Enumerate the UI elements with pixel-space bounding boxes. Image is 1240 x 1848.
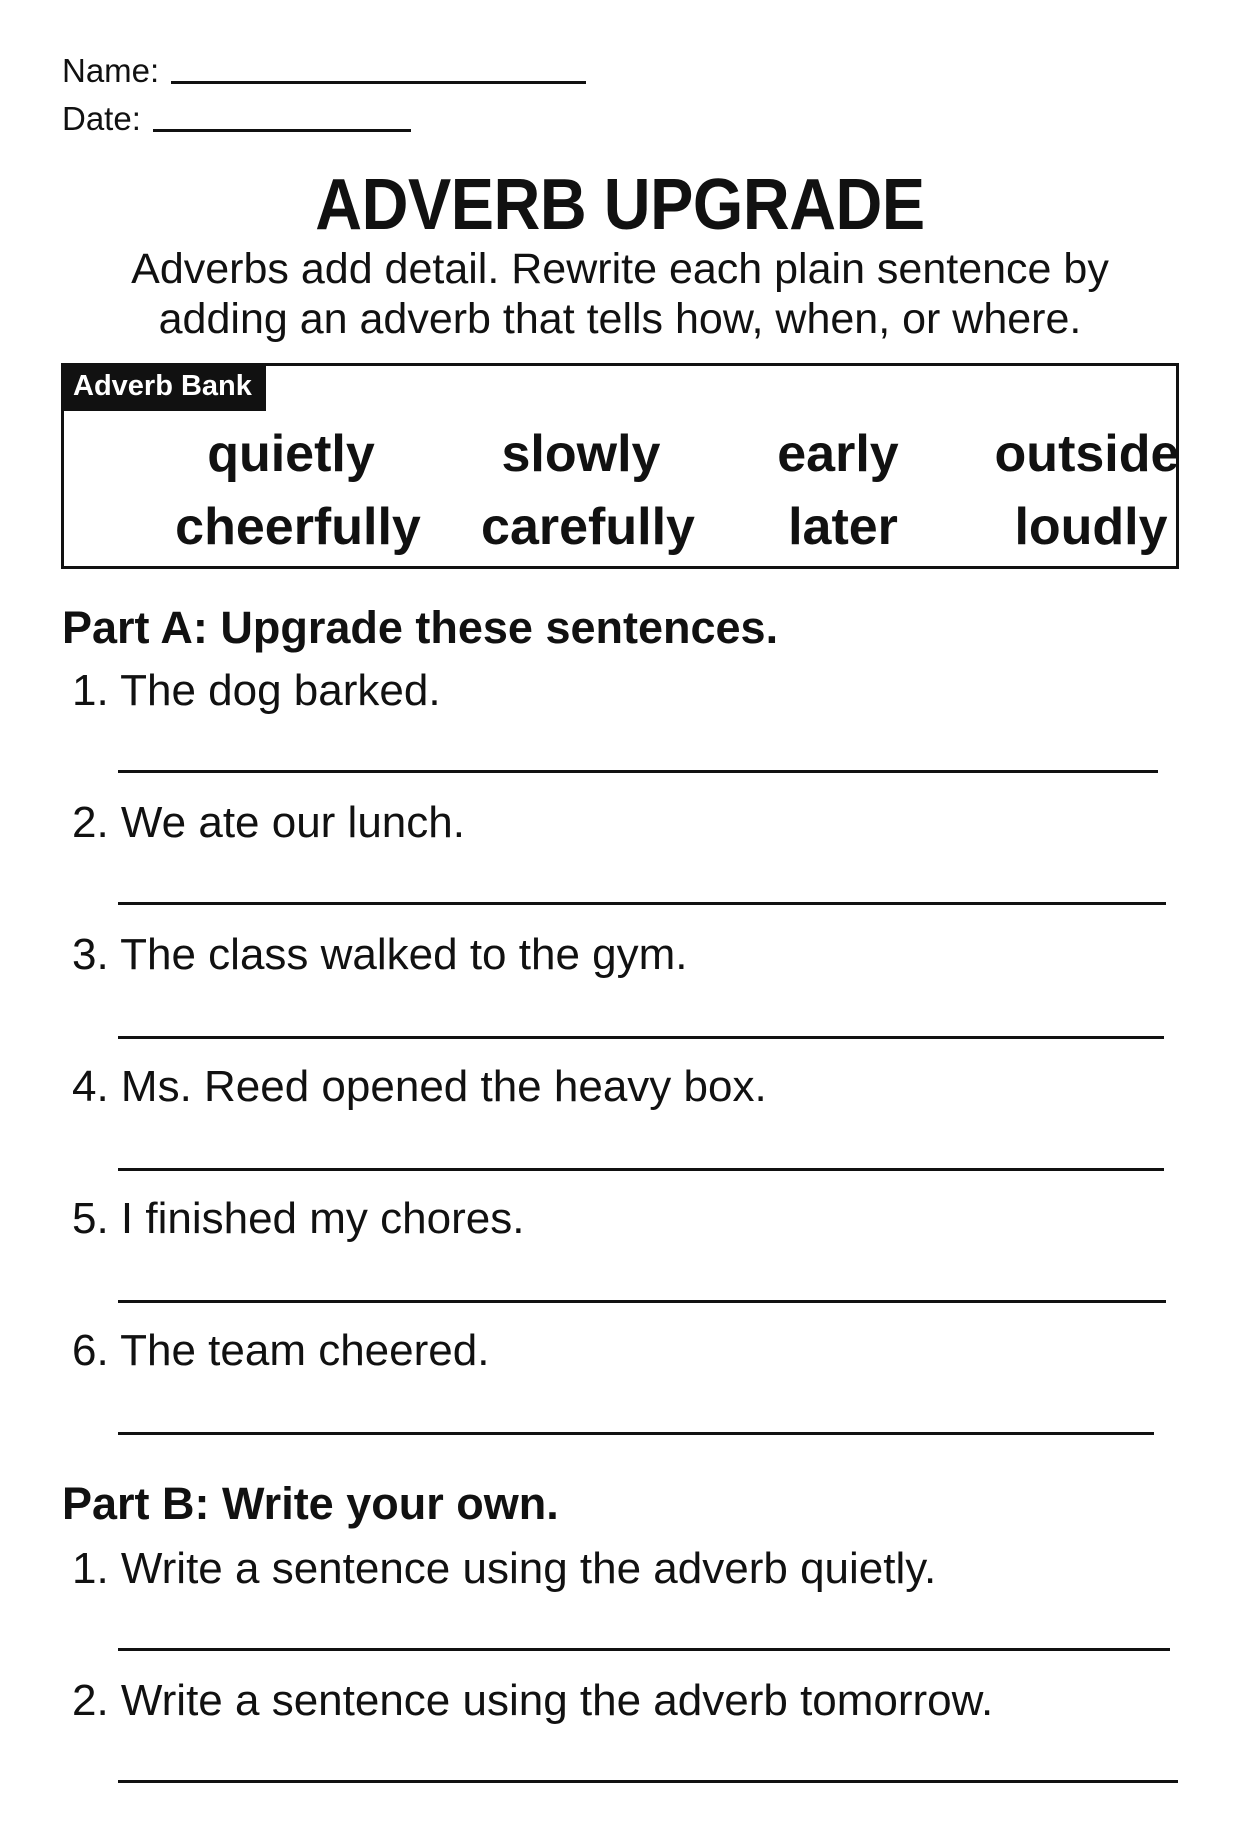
answer-line-b2[interactable]	[118, 1780, 1178, 1783]
part-b-heading: Part B: Write your own.	[62, 1478, 559, 1529]
bank-word: early	[777, 425, 899, 483]
adverb-bank-label: Adverb Bank	[61, 363, 266, 411]
date-input-line[interactable]	[153, 129, 411, 132]
bank-word: cheerfully	[175, 498, 421, 556]
instructions	[90, 244, 1150, 344]
answer-line-a5[interactable]	[118, 1300, 1166, 1303]
part-a-question-1: 1. The dog barked.	[72, 666, 441, 715]
part-b-question-2: 2. Write a sentence using the adverb tomorrow.	[72, 1676, 994, 1725]
part-a-question-4: 4. Ms. Reed opened the heavy box.	[72, 1062, 767, 1111]
name-label: Name:	[62, 52, 160, 89]
answer-line-b1[interactable]	[118, 1648, 1170, 1651]
part-a-question-6: 6. The team cheered.	[72, 1326, 490, 1375]
instructions-line-1: Adverbs add detail. Rewrite each plain sentence by	[131, 245, 1109, 293]
date-field-row	[62, 100, 411, 138]
part-b-question-1: 1. Write a sentence using the adverb quietly.	[72, 1544, 937, 1593]
answer-line-a4[interactable]	[118, 1168, 1164, 1171]
date-label: Date:	[62, 100, 141, 137]
answer-line-a1[interactable]	[118, 770, 1158, 773]
name-field-row	[62, 52, 586, 90]
part-a-question-2: 2. We ate our lunch.	[72, 798, 465, 847]
answer-line-a2[interactable]	[118, 902, 1166, 905]
bank-word: quietly	[207, 425, 375, 483]
bank-word: loudly	[1014, 498, 1168, 556]
answer-line-a6[interactable]	[118, 1432, 1154, 1435]
bank-word: carefully	[481, 498, 695, 556]
part-a-question-3: 3. The class walked to the gym.	[72, 930, 688, 979]
part-a-question-5: 5. I finished my chores.	[72, 1194, 525, 1243]
adverb-bank-box	[61, 363, 1179, 569]
bank-word: outside	[994, 425, 1180, 483]
bank-word: slowly	[501, 425, 661, 483]
answer-line-a3[interactable]	[118, 1036, 1164, 1039]
name-input-line[interactable]	[171, 81, 586, 84]
instructions-line-2: adding an adverb that tells how, when, or where.	[158, 295, 1082, 343]
part-a-heading: Part A: Upgrade these sentences.	[62, 602, 779, 653]
worksheet-title: ADVERB UPGRADE	[315, 165, 925, 245]
bank-word: later	[788, 498, 898, 556]
